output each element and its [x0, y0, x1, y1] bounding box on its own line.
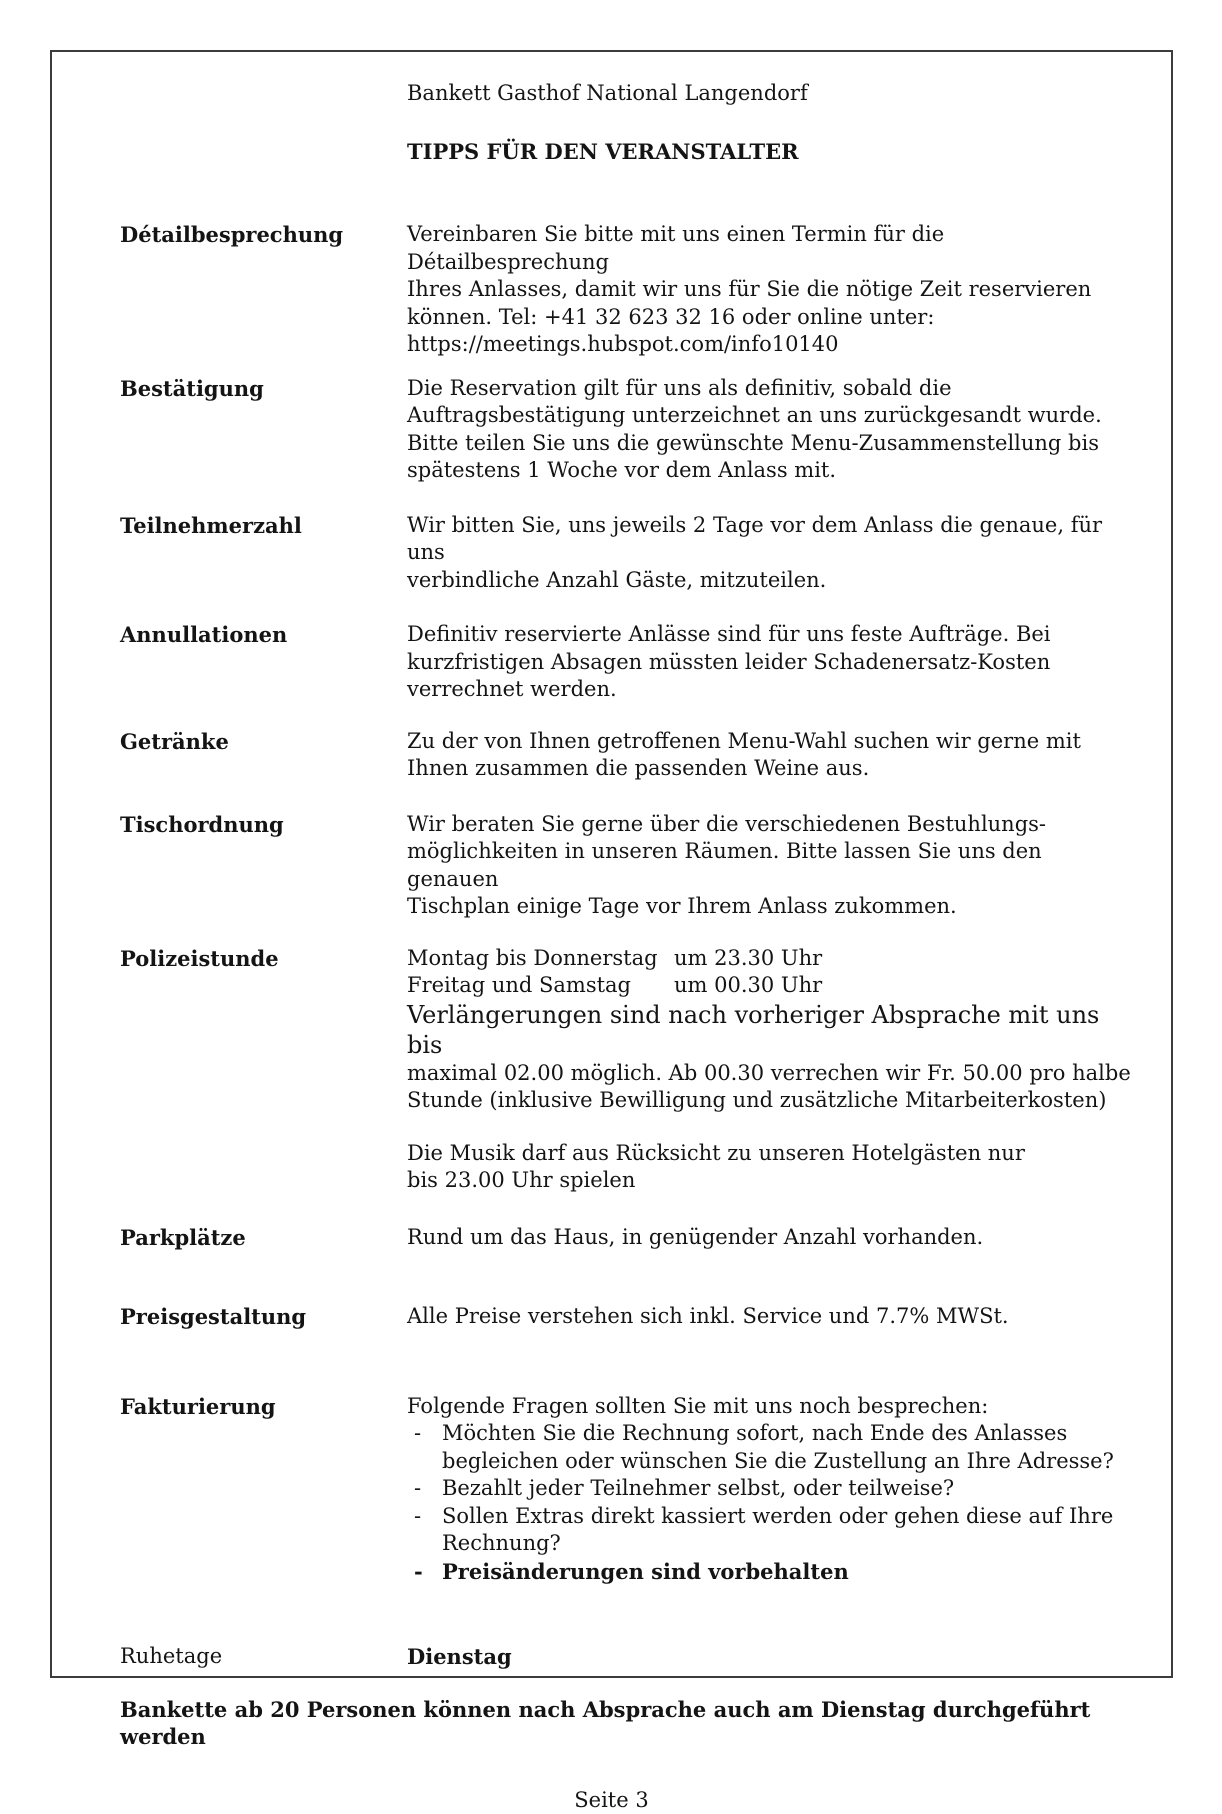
text-line: kurzfristigen Absagen müssten leider Schadenersatz-Kosten [407, 649, 1133, 677]
section-teilnehmerzahl [120, 512, 1133, 595]
text-line: Sollen Extras direkt kassiert werden oder gehen diese auf Ihre [442, 1503, 1133, 1531]
schedule-line [407, 972, 1133, 1000]
text-line: Wir beraten Sie gerne über die verschiedenen Bestuhlungs- [407, 811, 1133, 839]
section-annullationen [120, 621, 1133, 704]
text-line: Alle Preise verstehen sich inkl. Service und 7.7% MWSt. [407, 1303, 1133, 1331]
text-line: maximal 02.00 möglich. Ab 00.30 verrechen wir Fr. 50.00 pro halbe [407, 1060, 1133, 1088]
text-line: begleichen oder wünschen Sie die Zustellung an Ihre Adresse? [442, 1448, 1133, 1476]
schedule-line [407, 945, 1133, 973]
bullet-text [442, 1420, 1133, 1475]
section-preisgestaltung [120, 1303, 1133, 1331]
text-line: Zu der von Ihnen getroffenen Menu-Wahl suchen wir gerne mit [407, 728, 1133, 756]
text-line: Tischplan einige Tage vor Ihrem Anlass zukommen. [407, 893, 1133, 921]
bullet-dash: - [414, 1558, 442, 1586]
text-line: verbindliche Anzahl Gäste, mitzuteilen. [407, 567, 1133, 595]
section-text [407, 1393, 1133, 1586]
schedule-time: um 23.30 Uhr [674, 946, 822, 970]
section-text [407, 512, 1133, 595]
closing-note: Bankette ab 20 Personen können nach Absprache auch am Dienstag durchgeführt werden [120, 1696, 1133, 1751]
text-line: Wir bitten Sie, uns jeweils 2 Tage vor dem Anlass die genaue, für uns [407, 512, 1133, 567]
schedule-day: Montag bis Donnerstag [407, 945, 674, 973]
music-note [407, 1140, 1133, 1195]
text-line: Bezahlt jeder Teilnehmer selbst, oder teilweise? [442, 1475, 1133, 1503]
schedule-time: um 00.30 Uhr [674, 973, 822, 997]
text-line: Möchten Sie die Rechnung sofort, nach Ende des Anlasses [442, 1420, 1133, 1448]
text-line: können. Tel: +41 32 623 32 16 oder online unter: [407, 304, 1133, 332]
text-line: Stunde (inklusive Bewilligung und zusätzliche Mitarbeiterkosten) [407, 1087, 1133, 1115]
section-tischordnung [120, 811, 1133, 921]
page-border [50, 50, 1173, 1678]
bullet-item [407, 1420, 1133, 1475]
section-fakturierung [120, 1393, 1133, 1586]
section-ruhetage [120, 1643, 1133, 1671]
text-line: Rechnung? [442, 1530, 1133, 1558]
section-label: Teilnehmerzahl [120, 512, 407, 540]
bullet-text [442, 1503, 1133, 1558]
section-text [407, 375, 1133, 485]
section-text [407, 1303, 1133, 1331]
text-line: Vereinbaren Sie bitte mit uns einen Termin für die Détailbesprechung [407, 221, 1133, 276]
text-line: Bitte teilen Sie uns die gewünschte Menu-Zusammenstellung bis [407, 430, 1133, 458]
text-line: verrechnet werden. [407, 676, 1133, 704]
bullet-item [407, 1503, 1133, 1558]
text-line: Rund um das Haus, in genügender Anzahl vorhanden. [407, 1224, 1133, 1252]
section-label: Fakturierung [120, 1393, 407, 1421]
schedule-day: Freitag und Samstag [407, 972, 674, 1000]
text-line: Ihres Anlasses, damit wir uns für Sie die nötige Zeit reservieren [407, 276, 1133, 304]
section-text [407, 1224, 1133, 1252]
bullet-dash: - [414, 1475, 442, 1503]
section-text [407, 728, 1133, 783]
section-detailbesprechung [120, 221, 1133, 359]
section-parkplaetze [120, 1224, 1133, 1252]
section-label: Bestätigung [120, 375, 407, 403]
bullet-dash: - [414, 1503, 442, 1531]
text-line: Ihnen zusammen die passenden Weine aus. [407, 755, 1133, 783]
section-label: Annullationen [120, 621, 407, 649]
section-label: Tischordnung [120, 811, 407, 839]
text-line-emphasis: Verlängerungen sind nach vorheriger Absprache mit uns bis [407, 1000, 1133, 1060]
bullet-dash: - [414, 1420, 442, 1448]
text-line: Folgende Fragen sollten Sie mit uns noch besprechen: [407, 1393, 1133, 1421]
section-bestaetigung [120, 375, 1133, 485]
booking-url[interactable]: https://meetings.hubspot.com/info10140 [407, 331, 1133, 359]
section-polizeistunde [120, 945, 1133, 1195]
text-line: Auftragsbestätigung unterzeichnet an uns zurückgesandt wurde. [407, 402, 1133, 430]
bullet-item-bold [407, 1558, 1133, 1586]
section-text [407, 811, 1133, 921]
document-title: Bankett Gasthof National Langendorf [407, 80, 1133, 108]
text-line: möglichkeiten in unseren Räumen. Bitte lassen Sie uns den genauen [407, 838, 1133, 893]
ruhetage-value: Dienstag [407, 1643, 1133, 1671]
section-label: Détailbesprechung [120, 221, 407, 249]
text-line: spätestens 1 Woche vor dem Anlass mit. [407, 457, 1133, 485]
section-label: Polizeistunde [120, 945, 407, 973]
bullet-text [442, 1558, 1133, 1586]
text-line: bis 23.00 Uhr spielen [407, 1167, 1133, 1195]
document-heading: TIPPS FÜR DEN VERANSTALTER [407, 138, 1133, 166]
bullet-text [442, 1475, 1133, 1503]
section-label: Parkplätze [120, 1224, 407, 1252]
text-line: Die Reservation gilt für uns als definitiv, sobald die [407, 375, 1133, 403]
section-label: Getränke [120, 728, 407, 756]
page-number: Seite 3 [90, 1787, 1133, 1814]
bullet-item [407, 1475, 1133, 1503]
text-line: Definitiv reservierte Anlässe sind für uns feste Aufträge. Bei [407, 621, 1133, 649]
text-line: Preisänderungen sind vorbehalten [442, 1558, 1133, 1586]
section-getraenke [120, 728, 1133, 783]
section-text [407, 221, 1133, 359]
section-text [407, 621, 1133, 704]
section-text [407, 945, 1133, 1195]
section-label: Preisgestaltung [120, 1303, 407, 1331]
text-line: Die Musik darf aus Rücksicht zu unseren Hotelgästen nur [407, 1140, 1133, 1168]
section-label: Ruhetage [120, 1643, 407, 1671]
